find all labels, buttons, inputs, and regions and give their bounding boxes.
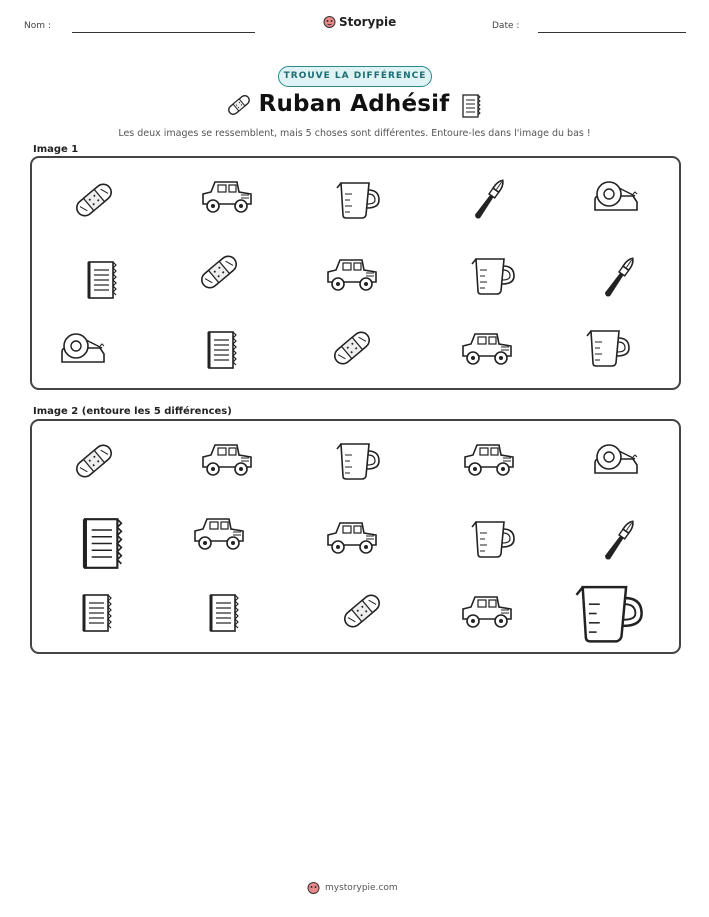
tape-dispenser-icon (585, 168, 645, 228)
paintbrush-icon (459, 170, 519, 230)
image1-label: Image 1 (33, 144, 79, 155)
notepad-icon (72, 250, 132, 310)
bandage-icon (64, 170, 124, 230)
car-icon[interactable] (189, 505, 249, 565)
footer-url[interactable]: mystorypie.com (325, 883, 398, 893)
image1-panel (30, 156, 681, 390)
date-label: Date : (492, 21, 520, 31)
measuring-cup-icon[interactable] (561, 567, 654, 660)
bandage-icon (322, 318, 382, 378)
name-field[interactable] (72, 32, 255, 33)
notepad-icon[interactable] (62, 503, 143, 584)
measuring-cup-icon (462, 246, 522, 306)
page-title: Ruban Adhésif (258, 91, 450, 117)
notepad-icon[interactable] (194, 583, 254, 643)
bandage-title-icon (226, 92, 252, 118)
car-icon (457, 320, 517, 380)
measuring-cup-icon[interactable] (462, 509, 522, 569)
bandage-icon (189, 242, 249, 302)
car-icon[interactable] (197, 431, 257, 491)
car-icon[interactable] (459, 431, 519, 491)
notepad-title-icon (458, 93, 484, 119)
car-icon (322, 246, 382, 306)
car-icon[interactable] (322, 509, 382, 569)
tape-dispenser-icon[interactable] (585, 431, 645, 491)
notepad-icon (192, 320, 252, 380)
storypie-logo-icon (323, 15, 336, 29)
bandage-icon[interactable] (64, 431, 124, 491)
car-icon[interactable] (457, 583, 517, 643)
date-field[interactable] (538, 32, 686, 33)
name-label: Nom : (24, 21, 51, 31)
measuring-cup-icon[interactable] (327, 431, 387, 491)
paintbrush-icon (589, 248, 649, 308)
storypie-footer-icon (307, 881, 320, 895)
paintbrush-icon[interactable] (589, 511, 649, 571)
image2-panel[interactable] (30, 419, 681, 654)
measuring-cup-icon (327, 170, 387, 230)
tape-dispenser-icon (52, 320, 112, 380)
footer (307, 881, 398, 895)
activity-badge: TROUVE LA DIFFÉRENCE (278, 66, 432, 87)
notepad-icon[interactable] (67, 583, 127, 643)
bandage-icon[interactable] (332, 581, 392, 641)
instructions: Les deux images se ressemblent, mais 5 choses sont différentes. Entoure-les dans l'image du bas ! (118, 128, 591, 139)
car-icon (197, 168, 257, 228)
logo-text: Storypie (339, 15, 397, 29)
image2-label: Image 2 (entoure les 5 différences) (33, 406, 232, 417)
measuring-cup-icon (577, 318, 637, 378)
logo (323, 15, 396, 29)
